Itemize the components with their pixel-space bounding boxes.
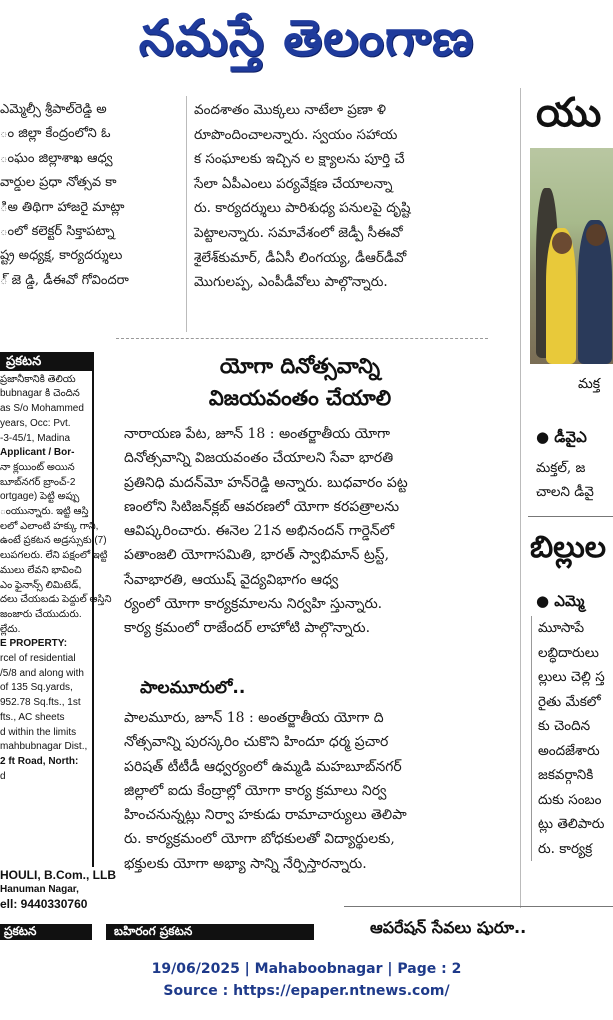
classified-line: జంజారు చేయుదురు. (0, 608, 82, 620)
article-line: కార్య క్రమంలో రాజేందర్ లాహోటి పాల్గొన్నారు. (124, 620, 371, 637)
article-line: పరిషత్ టీటీడీ ఆధ్వర్యంలో ఉమ్మడి మహబూబ్‌నగర్ (124, 758, 402, 775)
article-line: కు చెందిన (538, 718, 591, 734)
classified-line: d (0, 770, 6, 782)
classified-line: /5/8 and along with (0, 667, 84, 679)
article-line: భక్తులకు యోగా అభ్యా సాన్ని నేర్పిస్తారన్నారు. (124, 855, 367, 872)
article-line: సేవాభారతి, ఆయుష్ వైద్యవిభాగం ఆధ్వ (124, 571, 339, 588)
article-line: రు. కార్యక్రమంలో యోగా బోధకులతో విద్యార్థులకు, (124, 831, 395, 848)
headline-line: విజయవంతం చేయాలి (208, 386, 392, 410)
article-line: హించనున్నట్లు నిర్వా హకుడు రామాచార్యులు తెలిపా (124, 807, 407, 824)
article-line: శైలేశ్‌కుమార్, డీఏసీ లింగయ్య, డీఆర్‌డీవో (194, 249, 407, 266)
article-line: ంలో కలెక్టర్ సిక్తాపట్నా (0, 224, 115, 240)
article-line: అందజేశారు (538, 742, 600, 759)
classified-line: 2 ft Road, North: (0, 755, 79, 767)
yoga-headline (150, 350, 450, 414)
article-line: రైతు మేకలో (538, 693, 601, 710)
epaper-footer (0, 944, 613, 1020)
classified-line: దలు చేయబడు పెద్దుల్ ఆస్తిని (0, 594, 112, 606)
article-line: ట్లు తెలిపారు (538, 816, 605, 832)
right-headline: యు (536, 90, 602, 136)
article-line: జకవర్గానికి (538, 767, 594, 783)
article-line: మొగులప్ప, ఎంపీడీవోలు పాల్గొన్నారు. (194, 274, 388, 291)
classified-line: rcel of residential (0, 653, 76, 665)
palamuru-article-body (124, 706, 474, 898)
classified-line: ఉంటే ప్రకటన అడ్రస్సుకు (7) (0, 535, 107, 547)
classified-line: bubnagar కి చెందిన (0, 388, 80, 400)
classified-line: years, Occ: Pvt. (0, 417, 71, 429)
article-line: వందశాతం మొక్కలు నాటేలా ప్రణా ళి (194, 102, 386, 118)
article-line: ఎమ్మెల్సీ శ్రీపాల్‌రెడ్డి అ (0, 102, 107, 117)
classified-line: -3-45/1, Madina (0, 432, 71, 444)
article-line: రూపొందించాలన్నారు. స్వయం సహాయ (194, 126, 398, 143)
classified-line: as S/o Mohammed (0, 403, 84, 415)
article-line: సేలా ఏపీఎంలు పర్యవేక్షణ చేయాలన్నా (194, 175, 393, 192)
section-divider (528, 516, 613, 517)
article-line: ల్లులు చెల్లి స్త (538, 669, 605, 685)
article-line: దినోత్సవాన్ని విజయవంతం చేయాలని సేవా భారతి (124, 450, 394, 467)
classified-line: fts., AC sheets (0, 711, 65, 723)
news-photo (530, 148, 613, 364)
article-line: వార్డుల ప్రధా నోత్సవ కా (0, 175, 117, 191)
article-line: దుకు సంబం (538, 791, 602, 808)
ad-header: బహిరంగ ప్రకటన (106, 924, 314, 940)
article-line: మక్తల్, జ (536, 460, 586, 476)
ad-header: ప్రకటన (0, 924, 92, 940)
person-head (586, 224, 606, 246)
left-column-article (0, 98, 178, 330)
article-line: ర్యంలో యోగా కార్యక్రమాలను నిర్వహి స్తున్నారు. (124, 596, 383, 613)
right-article-body (536, 456, 613, 504)
classified-line: లలో ఎలాంటి హక్కు గాని, (0, 520, 99, 532)
source-link[interactable]: Source : https://epaper.ntnews.com/ (163, 983, 450, 999)
classified-line: ప్రజానీకానికి తెలియ (0, 373, 76, 385)
article-line: నోత్సవాన్ని పురస్కరిం చుకొని హిందూ ధర్మ ప్రచార (124, 734, 389, 751)
section-divider (344, 906, 613, 907)
advocate-phone: ell: 9440330760 (0, 897, 88, 911)
article-line: ఆవిష్కరించారు. ఈనెల 21న అభినందన్ గార్డెన్‌లో (124, 523, 395, 540)
article-line: ్ జె డ్డి, డీఈవో గోవిందరా (0, 272, 129, 288)
middle-column-article (194, 98, 476, 330)
classified-line: 952.78 Sq.fts., 1st (0, 697, 81, 709)
classified-line: ఎం ఫైనాన్స్ లిమిటెడ్, (0, 579, 82, 591)
article-line: ప్రతినిధి మదన్‌మో హన్‌రెడ్డి అన్నారు. బుధవారం పట్ట (124, 474, 408, 491)
classified-line: నా క్లయింట్ అయిన (0, 461, 75, 473)
article-line: రు. కార్యక్ర (538, 840, 593, 857)
masthead (0, 0, 613, 88)
classified-advertisement (0, 352, 116, 912)
classified-line: E PROPERTY: (0, 638, 68, 650)
classified-line: ల్లేదు. (0, 623, 21, 635)
right-article-body (531, 616, 613, 861)
right-headline: బిల్లుల (530, 530, 607, 565)
newspaper-title: నమస్తే తెలంగాణ (138, 8, 475, 67)
column-divider (186, 96, 187, 332)
advocate-name: HOULI, B.Com., LLB (0, 868, 116, 882)
classified-header: ప్రకటన (0, 352, 92, 371)
article-line: రు. కార్యదర్శులు పారిశుధ్య పనులపై దృష్టి (194, 200, 411, 217)
headline-line: యోగా దినోత్సవాన్ని (219, 354, 381, 378)
article-line: మూసాపే (538, 620, 585, 636)
classified-footer (0, 867, 116, 912)
classified-line: d within the limits (0, 726, 77, 738)
article-line: క సంఘాలకు ఇచ్చిన ల క్ష్యాలను పూర్తి చే (194, 151, 405, 168)
yoga-subhead: పాలమూరులో.. (140, 678, 246, 698)
classified-line: ortgage) పెట్టి అప్పు (0, 491, 80, 503)
article-line: ిఅ తిథిగా హాజరై మాట్లా (0, 199, 125, 215)
article-line: పతాంజలి యోగాసమితి, భారత్ స్వాభిమాన్ ట్రస్ట్, (124, 547, 390, 564)
article-line: నారాయణ పేట, జూన్ 18 : అంతర్జాతీయ యోగా (124, 426, 391, 442)
article-line: ంఘం జిల్లాశాఖ ఆధ్వ (0, 150, 113, 166)
bottom-headline: ఆపరేషన్ సేవలు షురూ.. (370, 918, 527, 937)
classified-line: బూబ్‌నగర్ బ్రాంచ్-2 (0, 476, 76, 488)
classified-line: లుపగలరు. లేని పక్షంలో ఇట్టి (0, 550, 108, 562)
edition-info: 19/06/2025 | Mahaboobnagar | Page : 2 (151, 961, 462, 977)
article-line: పెట్టాలన్నారు. సమావేశంలో జెడ్పీ సీఈవో (194, 224, 403, 241)
yoga-article-body (124, 422, 474, 677)
article-line: ణంలోని సిటిజన్‌క్లబ్ ఆవరణలో యోగా కరపత్రాలను (124, 498, 400, 515)
right-subhead: ● ఎమ్మె (536, 592, 585, 610)
classified-line: of 135 Sq.yards, (0, 682, 73, 694)
article-line: ష్ట్ర అధ్యక్ష, కార్యదర్శులు (0, 248, 123, 264)
article-line: జిల్లాలో ఐదు కేంద్రాల్లో యోగా కార్య క్రమాలు నిర్వ (124, 782, 387, 799)
classified-line: mahbubnagar Dist., (0, 741, 88, 753)
article-line: ం జిల్లా కేంద్రంలోని ఓ (0, 126, 111, 142)
article-line: పాలమూరు, జూన్ 18 : అంతర్జాతీయ యోగా ది (124, 710, 384, 726)
person-head (552, 232, 572, 254)
photo-caption: మక్త (578, 376, 601, 392)
right-subhead: ● డీవైఎ (536, 428, 587, 446)
classified-line: ములు లేవని భావించి (0, 564, 82, 576)
article-line: చాలని డీవై (536, 484, 594, 500)
section-divider (116, 338, 488, 339)
article-line: లబ్ధిదారులు (538, 644, 599, 661)
classified-line: Applicant / Bor- (0, 447, 75, 459)
advocate-address: Hanuman Nagar, (0, 884, 79, 895)
classified-line: ంయున్నారు. ఇట్టి ఆస్తి (0, 506, 89, 518)
